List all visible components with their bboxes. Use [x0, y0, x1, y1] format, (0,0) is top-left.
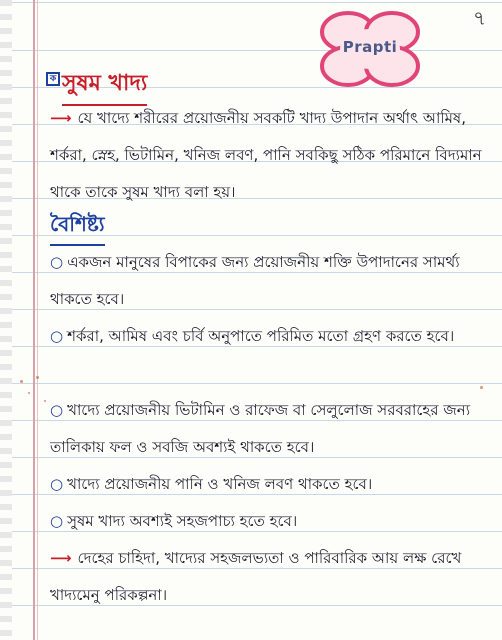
list-item-text: সুষম খাদ্য অবশ্যই সহজপাচ্য হতে হবে।	[67, 512, 298, 530]
list-item	[50, 466, 490, 503]
margin-line	[33, 0, 35, 640]
ink-speck	[20, 380, 23, 383]
features-heading: বৈশিষ্ট্য	[50, 210, 105, 246]
list-item	[50, 244, 490, 318]
bullet-icon: ○	[50, 253, 64, 271]
red-arrow-icon: ⟶	[50, 109, 72, 127]
red-arrow-icon: ⟶	[50, 549, 72, 567]
ink-speck	[28, 392, 30, 394]
list-item	[50, 503, 490, 540]
bullet-icon: ○	[50, 512, 64, 530]
heading-box-icon: ক	[46, 72, 60, 86]
list-item-text: একজন মানুষের বিপাকের জন্য প্রয়োজনীয় শক্তি উপাদানের সামর্থ্য থাকতে হবে।	[50, 253, 460, 308]
bullet-icon: ○	[50, 475, 64, 493]
list-item	[50, 392, 490, 466]
page-heading: সুষম খাদ্য	[62, 66, 147, 106]
list-item-text: খাদ্যে প্রয়োজনীয় ভিটামিন ও রাফেজ বা সেলুলোজ সরবরাহের জন্য তালিকায় ফল ও সবজি অবশ্যই থাকতে হবে।	[50, 401, 471, 456]
intro-paragraph	[50, 100, 490, 211]
ink-speck	[480, 386, 483, 389]
page-number: ৭	[472, 6, 486, 30]
ink-speck	[44, 400, 46, 402]
sticker-label: Prapti	[342, 38, 398, 56]
ink-speck	[36, 376, 39, 379]
margin-line-secondary	[37, 0, 38, 640]
intro-text: যে খাদ্যে শরীরের প্রয়োজনীয় সবকটি খাদ্য উপাদান অর্থাৎ আমিষ, শর্করা, স্নেহ, ভিটামিন, খনিজ লবণ, পানি সবকিছু সঠিক পরিমানে বিদ্যমান থাকে তাকে সুষম খাদ্য বলা হয়।	[50, 109, 482, 201]
spiral-edge	[0, 0, 12, 640]
final-note-text: দেহের চাহিদা, খাদ্যের সহজলভ্যতা ও পারিবারিক আয় লক্ষ রেখে খাদ্যমেনু পরিকল্পনা।	[50, 549, 462, 604]
bullet-icon: ○	[50, 401, 64, 419]
list-item	[50, 318, 490, 355]
list-item-text: শর্করা, আমিষ এবং চর্বি অনুপাতে পরিমিত মতো গ্রহণ করতে হবে।	[67, 327, 455, 345]
bullet-icon: ○	[50, 327, 64, 345]
final-note	[50, 540, 490, 614]
list-item-text: খাদ্যে প্রয়োজনীয় পানি ও খনিজ লবণ থাকতে হবে।	[67, 475, 373, 493]
